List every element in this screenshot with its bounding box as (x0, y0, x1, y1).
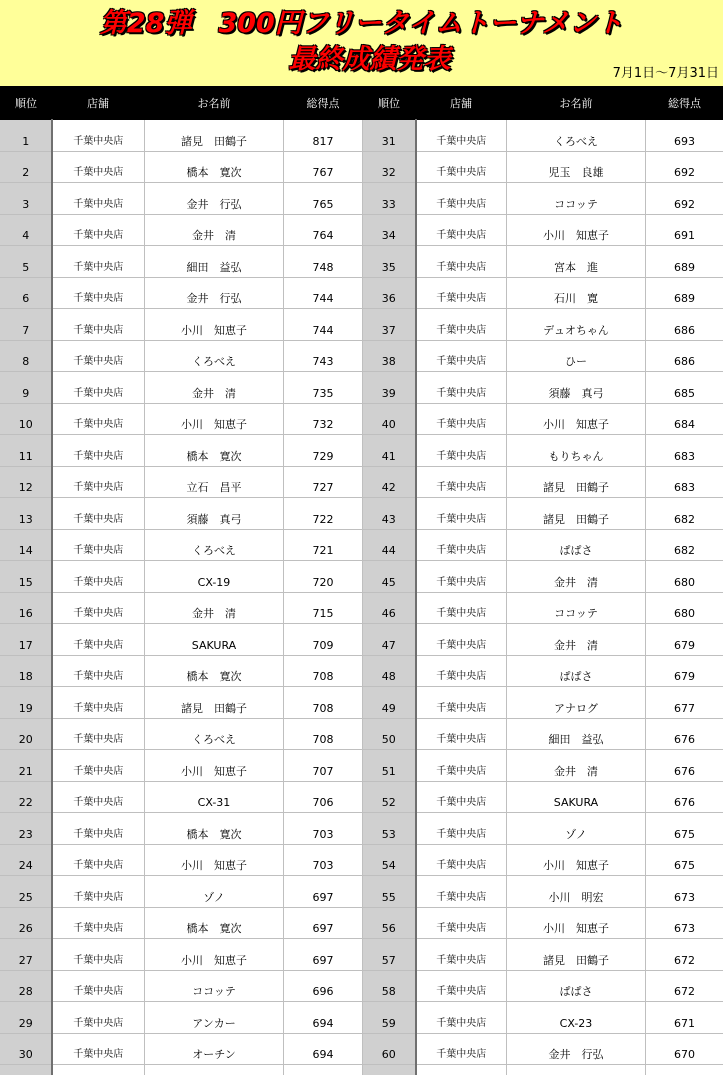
player-name-cell: 須藤 真弓 (507, 372, 646, 404)
rank-cell: 41 (363, 435, 416, 467)
column-header-rank: 順位 (1, 87, 52, 120)
store-cell: 千葉中央店 (416, 939, 507, 971)
rank-cell: 36 (363, 277, 416, 309)
rank-cell: 43 (363, 498, 416, 530)
player-name-cell: ひー (507, 340, 646, 372)
rank-cell: 23 (1, 813, 52, 845)
player-name-cell: オーチン (145, 1033, 284, 1065)
player-name-cell: 小川 明宏 (507, 876, 646, 908)
page-title: 第28弾 300円フリータイムトーナメント (0, 8, 723, 40)
player-name-cell: 金井 清 (507, 624, 646, 656)
player-name-cell: ぱぱさ (507, 529, 646, 561)
table-row (1, 1033, 723, 1065)
rank-cell: 1 (1, 120, 52, 152)
rank-cell: 5 (1, 246, 52, 278)
rank-cell: 53 (363, 813, 416, 845)
rank-cell: 37 (363, 309, 416, 341)
player-name-cell: もりちゃん (507, 435, 646, 467)
player-name-cell: 小川 知恵子 (145, 750, 284, 782)
player-name-cell: アナログ (507, 687, 646, 719)
player-name-cell: ココッテ (145, 970, 284, 1002)
store-cell: 千葉中央店 (52, 246, 145, 278)
filler-cell (646, 1065, 723, 1075)
score-cell: 682 (646, 498, 723, 530)
score-cell: 683 (646, 466, 723, 498)
column-header-score: 総得点 (646, 87, 723, 120)
rank-cell: 33 (363, 183, 416, 215)
rank-cell: 60 (363, 1033, 416, 1065)
player-name-cell: 石川 寛 (507, 277, 646, 309)
score-cell: 675 (646, 813, 723, 845)
rank-cell: 6 (1, 277, 52, 309)
rank-cell: 26 (1, 907, 52, 939)
score-cell: 697 (284, 876, 363, 908)
table-row (1, 876, 723, 908)
store-cell: 千葉中央店 (52, 498, 145, 530)
rank-cell: 34 (363, 214, 416, 246)
store-cell: 千葉中央店 (416, 687, 507, 719)
store-cell: 千葉中央店 (416, 340, 507, 372)
table-row (1, 340, 723, 372)
player-name-cell: アンカー (145, 1002, 284, 1034)
score-cell: 697 (284, 907, 363, 939)
table-row (1, 277, 723, 309)
column-header-store: 店舗 (416, 87, 507, 120)
store-cell: 千葉中央店 (416, 309, 507, 341)
filler-cell (363, 1065, 416, 1075)
store-cell: 千葉中央店 (52, 435, 145, 467)
rank-cell: 27 (1, 939, 52, 971)
score-cell: 765 (284, 183, 363, 215)
store-cell: 千葉中央店 (52, 939, 145, 971)
rank-cell: 55 (363, 876, 416, 908)
rank-cell: 59 (363, 1002, 416, 1034)
rank-cell: 17 (1, 624, 52, 656)
score-cell: 689 (646, 246, 723, 278)
player-name-cell: 小川 知恵子 (145, 309, 284, 341)
player-name-cell: CX-19 (145, 561, 284, 593)
player-name-cell: 諸見 田鶴子 (507, 466, 646, 498)
results-table (0, 86, 723, 1075)
rank-cell: 14 (1, 529, 52, 561)
table-row (1, 844, 723, 876)
score-cell: 691 (646, 214, 723, 246)
rank-cell: 38 (363, 340, 416, 372)
score-cell: 673 (646, 907, 723, 939)
store-cell: 千葉中央店 (416, 561, 507, 593)
rank-cell: 31 (363, 120, 416, 152)
store-cell: 千葉中央店 (416, 120, 507, 152)
rank-cell: 39 (363, 372, 416, 404)
player-name-cell: 諸見 田鶴子 (507, 939, 646, 971)
score-cell: 682 (646, 529, 723, 561)
score-cell: 743 (284, 340, 363, 372)
rank-cell: 35 (363, 246, 416, 278)
table-row (1, 592, 723, 624)
score-cell: 697 (284, 939, 363, 971)
player-name-cell: 細田 益弘 (145, 246, 284, 278)
table-row (1, 498, 723, 530)
filler-cell (284, 1065, 363, 1075)
store-cell: 千葉中央店 (416, 372, 507, 404)
player-name-cell: ぱぱさ (507, 655, 646, 687)
filler-cell (145, 1065, 284, 1075)
store-cell: 千葉中央店 (416, 529, 507, 561)
store-cell: 千葉中央店 (52, 781, 145, 813)
table-header-row (1, 87, 723, 120)
title-banner (0, 0, 723, 86)
score-cell: 703 (284, 844, 363, 876)
store-cell: 千葉中央店 (416, 403, 507, 435)
store-cell: 千葉中央店 (416, 624, 507, 656)
player-name-cell: ココッテ (507, 592, 646, 624)
table-row (1, 970, 723, 1002)
player-name-cell: 金井 清 (507, 561, 646, 593)
store-cell: 千葉中央店 (52, 277, 145, 309)
player-name-cell: ゾノ (145, 876, 284, 908)
store-cell: 千葉中央店 (52, 183, 145, 215)
store-cell: 千葉中央店 (52, 561, 145, 593)
rank-cell: 54 (363, 844, 416, 876)
rank-cell: 21 (1, 750, 52, 782)
table-row (1, 624, 723, 656)
store-cell: 千葉中央店 (52, 1002, 145, 1034)
table-row (1, 246, 723, 278)
rank-cell: 25 (1, 876, 52, 908)
score-cell: 706 (284, 781, 363, 813)
rank-cell: 46 (363, 592, 416, 624)
player-name-cell: 金井 行弘 (145, 277, 284, 309)
score-cell: 720 (284, 561, 363, 593)
table-row (1, 813, 723, 845)
score-cell: 672 (646, 970, 723, 1002)
column-header-name: お名前 (145, 87, 284, 120)
player-name-cell: 橋本 寛次 (145, 655, 284, 687)
player-name-cell: 児玉 良雄 (507, 151, 646, 183)
rank-cell: 29 (1, 1002, 52, 1034)
score-cell: 707 (284, 750, 363, 782)
rank-cell: 20 (1, 718, 52, 750)
score-cell: 732 (284, 403, 363, 435)
rank-cell: 51 (363, 750, 416, 782)
player-name-cell: 小川 知恵子 (507, 403, 646, 435)
rank-cell: 16 (1, 592, 52, 624)
store-cell: 千葉中央店 (52, 151, 145, 183)
store-cell: 千葉中央店 (52, 655, 145, 687)
store-cell: 千葉中央店 (416, 435, 507, 467)
date-range: 7月1日～7月31日 (613, 66, 719, 82)
player-name-cell: 諸見 田鶴子 (507, 498, 646, 530)
store-cell: 千葉中央店 (52, 372, 145, 404)
store-cell: 千葉中央店 (416, 277, 507, 309)
score-cell: 676 (646, 781, 723, 813)
store-cell: 千葉中央店 (416, 1033, 507, 1065)
table-row (1, 309, 723, 341)
player-name-cell: ココッテ (507, 183, 646, 215)
store-cell: 千葉中央店 (52, 624, 145, 656)
store-cell: 千葉中央店 (52, 309, 145, 341)
store-cell: 千葉中央店 (52, 718, 145, 750)
player-name-cell: 宮本 進 (507, 246, 646, 278)
player-name-cell: 小川 知恵子 (507, 214, 646, 246)
store-cell: 千葉中央店 (416, 214, 507, 246)
score-cell: 708 (284, 687, 363, 719)
store-cell: 千葉中央店 (52, 844, 145, 876)
rank-cell: 3 (1, 183, 52, 215)
player-name-cell: ぱぱさ (507, 970, 646, 1002)
player-name-cell: 橋本 寛次 (145, 907, 284, 939)
rank-cell: 44 (363, 529, 416, 561)
rank-cell: 22 (1, 781, 52, 813)
player-name-cell: くろべえ (145, 340, 284, 372)
score-cell: 727 (284, 466, 363, 498)
player-name-cell: 金井 行弘 (145, 183, 284, 215)
player-name-cell: 小川 知恵子 (145, 844, 284, 876)
player-name-cell: 諸見 田鶴子 (145, 120, 284, 152)
score-cell: 692 (646, 151, 723, 183)
rank-cell: 49 (363, 687, 416, 719)
player-name-cell: 小川 知恵子 (145, 939, 284, 971)
score-cell: 675 (646, 844, 723, 876)
score-cell: 680 (646, 592, 723, 624)
score-cell: 708 (284, 718, 363, 750)
rank-cell: 4 (1, 214, 52, 246)
table-row (1, 781, 723, 813)
score-cell: 703 (284, 813, 363, 845)
store-cell: 千葉中央店 (416, 246, 507, 278)
table-body (1, 120, 723, 1075)
store-cell: 千葉中央店 (52, 592, 145, 624)
rank-cell: 24 (1, 844, 52, 876)
rank-cell: 9 (1, 372, 52, 404)
column-header-store: 店舗 (52, 87, 145, 120)
rank-cell: 13 (1, 498, 52, 530)
table-row (1, 151, 723, 183)
rank-cell: 8 (1, 340, 52, 372)
filler-cell (52, 1065, 145, 1075)
score-cell: 671 (646, 1002, 723, 1034)
filler-cell (1, 1065, 52, 1075)
player-name-cell: 小川 知恵子 (507, 844, 646, 876)
table-row (1, 1002, 723, 1034)
score-cell: 696 (284, 970, 363, 1002)
store-cell: 千葉中央店 (416, 844, 507, 876)
store-cell: 千葉中央店 (416, 183, 507, 215)
store-cell: 千葉中央店 (52, 214, 145, 246)
store-cell: 千葉中央店 (416, 498, 507, 530)
store-cell: 千葉中央店 (52, 750, 145, 782)
rank-cell: 50 (363, 718, 416, 750)
store-cell: 千葉中央店 (416, 151, 507, 183)
rank-cell: 19 (1, 687, 52, 719)
player-name-cell: 金井 行弘 (507, 1033, 646, 1065)
column-header-name: お名前 (507, 87, 646, 120)
score-cell: 672 (646, 939, 723, 971)
store-cell: 千葉中央店 (52, 466, 145, 498)
filler-cell (507, 1065, 646, 1075)
player-name-cell: 橋本 寛次 (145, 151, 284, 183)
rank-cell: 15 (1, 561, 52, 593)
player-name-cell: くろべえ (507, 120, 646, 152)
store-cell: 千葉中央店 (52, 813, 145, 845)
score-cell: 817 (284, 120, 363, 152)
rank-cell: 18 (1, 655, 52, 687)
player-name-cell: くろべえ (145, 529, 284, 561)
score-cell: 679 (646, 655, 723, 687)
table-filler-row (1, 1065, 723, 1075)
player-name-cell: CX-23 (507, 1002, 646, 1034)
player-name-cell: 小川 知恵子 (507, 907, 646, 939)
store-cell: 千葉中央店 (416, 970, 507, 1002)
score-cell: 677 (646, 687, 723, 719)
store-cell: 千葉中央店 (52, 529, 145, 561)
player-name-cell: くろべえ (145, 718, 284, 750)
player-name-cell: 金井 清 (145, 214, 284, 246)
rank-cell: 2 (1, 151, 52, 183)
table-row (1, 561, 723, 593)
store-cell: 千葉中央店 (52, 876, 145, 908)
store-cell: 千葉中央店 (416, 1002, 507, 1034)
rank-cell: 10 (1, 403, 52, 435)
rank-cell: 40 (363, 403, 416, 435)
player-name-cell: デュオちゃん (507, 309, 646, 341)
rank-cell: 7 (1, 309, 52, 341)
player-name-cell: 小川 知恵子 (145, 403, 284, 435)
score-cell: 689 (646, 277, 723, 309)
score-cell: 744 (284, 277, 363, 309)
score-cell: 735 (284, 372, 363, 404)
store-cell: 千葉中央店 (52, 340, 145, 372)
store-cell: 千葉中央店 (416, 813, 507, 845)
score-cell: 767 (284, 151, 363, 183)
player-name-cell: 金井 清 (145, 592, 284, 624)
table-row (1, 435, 723, 467)
score-cell: 684 (646, 403, 723, 435)
table-row (1, 655, 723, 687)
table-row (1, 183, 723, 215)
score-cell: 673 (646, 876, 723, 908)
store-cell: 千葉中央店 (52, 970, 145, 1002)
table-row (1, 214, 723, 246)
rank-cell: 45 (363, 561, 416, 593)
score-cell: 685 (646, 372, 723, 404)
score-cell: 676 (646, 750, 723, 782)
player-name-cell: 橋本 寛次 (145, 813, 284, 845)
store-cell: 千葉中央店 (416, 750, 507, 782)
score-cell: 715 (284, 592, 363, 624)
rank-cell: 28 (1, 970, 52, 1002)
table-row (1, 718, 723, 750)
rank-cell: 48 (363, 655, 416, 687)
store-cell: 千葉中央店 (416, 718, 507, 750)
table-row (1, 529, 723, 561)
table-row (1, 466, 723, 498)
filler-cell (416, 1065, 507, 1075)
table-row (1, 687, 723, 719)
rank-cell: 52 (363, 781, 416, 813)
score-cell: 708 (284, 655, 363, 687)
score-cell: 748 (284, 246, 363, 278)
rank-cell: 32 (363, 151, 416, 183)
rank-cell: 56 (363, 907, 416, 939)
score-cell: 693 (646, 120, 723, 152)
player-name-cell: ゾノ (507, 813, 646, 845)
store-cell: 千葉中央店 (52, 687, 145, 719)
rank-cell: 11 (1, 435, 52, 467)
rank-cell: 47 (363, 624, 416, 656)
player-name-cell: 立石 昌平 (145, 466, 284, 498)
store-cell: 千葉中央店 (416, 781, 507, 813)
column-header-rank: 順位 (363, 87, 416, 120)
score-cell: 744 (284, 309, 363, 341)
store-cell: 千葉中央店 (52, 120, 145, 152)
rank-cell: 30 (1, 1033, 52, 1065)
score-cell: 694 (284, 1033, 363, 1065)
score-cell: 721 (284, 529, 363, 561)
score-cell: 686 (646, 340, 723, 372)
player-name-cell: 金井 清 (145, 372, 284, 404)
store-cell: 千葉中央店 (52, 1033, 145, 1065)
player-name-cell: 諸見 田鶴子 (145, 687, 284, 719)
table-row (1, 907, 723, 939)
store-cell: 千葉中央店 (416, 907, 507, 939)
score-cell: 729 (284, 435, 363, 467)
store-cell: 千葉中央店 (416, 876, 507, 908)
store-cell: 千葉中央店 (52, 907, 145, 939)
table-row (1, 939, 723, 971)
score-cell: 676 (646, 718, 723, 750)
score-cell: 680 (646, 561, 723, 593)
table-row (1, 403, 723, 435)
store-cell: 千葉中央店 (416, 655, 507, 687)
table-row (1, 120, 723, 152)
player-name-cell: SAKURA (507, 781, 646, 813)
store-cell: 千葉中央店 (52, 403, 145, 435)
score-cell: 683 (646, 435, 723, 467)
score-cell: 670 (646, 1033, 723, 1065)
rank-cell: 12 (1, 466, 52, 498)
table-row (1, 750, 723, 782)
player-name-cell: 橋本 寛次 (145, 435, 284, 467)
store-cell: 千葉中央店 (416, 592, 507, 624)
rank-cell: 58 (363, 970, 416, 1002)
column-header-score: 総得点 (284, 87, 363, 120)
player-name-cell: 細田 益弘 (507, 718, 646, 750)
score-cell: 722 (284, 498, 363, 530)
player-name-cell: 金井 清 (507, 750, 646, 782)
store-cell: 千葉中央店 (416, 466, 507, 498)
player-name-cell: SAKURA (145, 624, 284, 656)
table-row (1, 372, 723, 404)
score-cell: 686 (646, 309, 723, 341)
player-name-cell: CX-31 (145, 781, 284, 813)
score-cell: 679 (646, 624, 723, 656)
rank-cell: 42 (363, 466, 416, 498)
player-name-cell: 須藤 真弓 (145, 498, 284, 530)
score-cell: 692 (646, 183, 723, 215)
score-cell: 694 (284, 1002, 363, 1034)
score-cell: 709 (284, 624, 363, 656)
score-cell: 764 (284, 214, 363, 246)
rank-cell: 57 (363, 939, 416, 971)
page-subtitle: 最終成績発表 (8, 44, 723, 76)
